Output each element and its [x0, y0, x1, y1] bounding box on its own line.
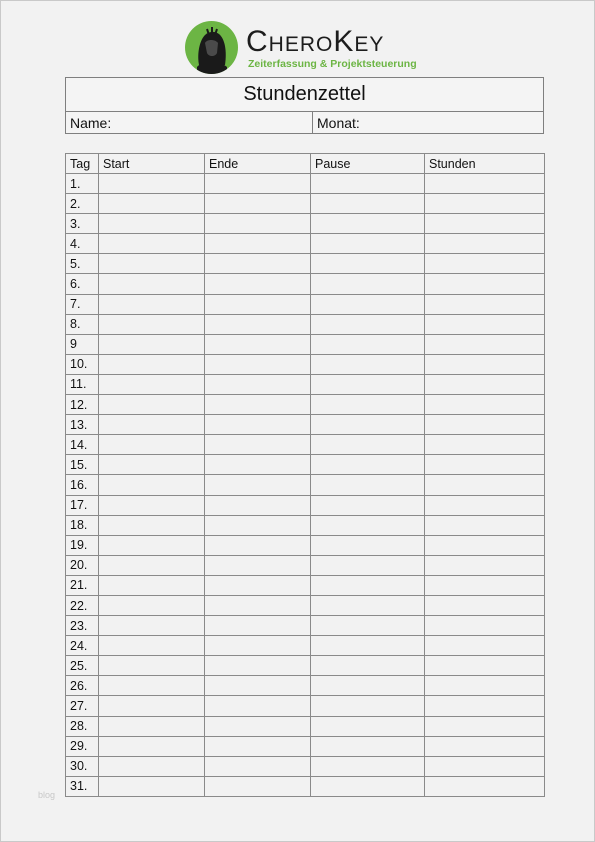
day-cell: 4. [66, 234, 99, 254]
timesheet-table [65, 153, 545, 797]
column-header-start: Start [99, 154, 205, 174]
day-cell: 7. [66, 294, 99, 314]
ende-cell[interactable] [205, 415, 311, 435]
day-cell: 10. [66, 354, 99, 374]
table-row [66, 174, 545, 194]
table-row [66, 194, 545, 214]
stunden-cell[interactable] [425, 234, 545, 254]
table-row [66, 515, 545, 535]
brand-logo [185, 20, 417, 75]
stunden-cell[interactable] [425, 294, 545, 314]
table-row [66, 435, 545, 455]
day-cell: 14. [66, 435, 99, 455]
table-row [66, 475, 545, 495]
ende-cell[interactable] [205, 475, 311, 495]
table-row [66, 234, 545, 254]
stunden-cell[interactable] [425, 334, 545, 354]
ende-cell[interactable] [205, 696, 311, 716]
start-cell[interactable] [99, 776, 205, 796]
pause-cell[interactable] [311, 254, 425, 274]
pause-cell[interactable] [311, 294, 425, 314]
table-row [66, 696, 545, 716]
pause-cell[interactable] [311, 555, 425, 575]
ende-cell[interactable] [205, 495, 311, 515]
pause-cell[interactable] [311, 174, 425, 194]
stunden-cell[interactable] [425, 595, 545, 615]
day-cell: 17. [66, 495, 99, 515]
stunden-cell[interactable] [425, 495, 545, 515]
day-cell: 12. [66, 395, 99, 415]
start-cell[interactable] [99, 214, 205, 234]
table-row [66, 314, 545, 334]
day-cell: 13. [66, 415, 99, 435]
start-cell[interactable] [99, 194, 205, 214]
stunden-cell[interactable] [425, 274, 545, 294]
stunden-cell[interactable] [425, 455, 545, 475]
start-cell[interactable] [99, 656, 205, 676]
day-cell: 20. [66, 555, 99, 575]
stunden-cell[interactable] [425, 314, 545, 334]
pause-cell[interactable] [311, 214, 425, 234]
day-cell: 21. [66, 575, 99, 595]
day-cell: 29. [66, 736, 99, 756]
stunden-cell[interactable] [425, 575, 545, 595]
table-row [66, 676, 545, 696]
pause-cell[interactable] [311, 374, 425, 394]
table-row [66, 254, 545, 274]
ende-cell[interactable] [205, 374, 311, 394]
pause-cell[interactable] [311, 435, 425, 455]
table-row [66, 535, 545, 555]
stunden-cell[interactable] [425, 636, 545, 656]
start-cell[interactable] [99, 575, 205, 595]
table-row [66, 374, 545, 394]
stunden-cell[interactable] [425, 676, 545, 696]
day-cell: 27. [66, 696, 99, 716]
header-table [65, 77, 544, 134]
brand-name: CheroKey [246, 24, 385, 58]
month-field[interactable]: Monat: [313, 112, 544, 134]
ende-cell[interactable] [205, 334, 311, 354]
stunden-cell[interactable] [425, 776, 545, 796]
start-cell[interactable] [99, 736, 205, 756]
start-cell[interactable] [99, 555, 205, 575]
pause-cell[interactable] [311, 455, 425, 475]
start-cell[interactable] [99, 174, 205, 194]
stunden-cell[interactable] [425, 475, 545, 495]
ende-cell[interactable] [205, 676, 311, 696]
table-row [66, 575, 545, 595]
start-cell[interactable] [99, 636, 205, 656]
day-cell: 30. [66, 756, 99, 776]
start-cell[interactable] [99, 395, 205, 415]
pause-cell[interactable] [311, 595, 425, 615]
day-cell: 9 [66, 334, 99, 354]
day-cell: 31. [66, 776, 99, 796]
start-cell[interactable] [99, 616, 205, 636]
ende-cell[interactable] [205, 455, 311, 475]
ende-cell[interactable] [205, 736, 311, 756]
pause-cell[interactable] [311, 756, 425, 776]
start-cell[interactable] [99, 354, 205, 374]
pause-cell[interactable] [311, 716, 425, 736]
table-row [66, 495, 545, 515]
stunden-cell[interactable] [425, 736, 545, 756]
day-cell: 6. [66, 274, 99, 294]
start-cell[interactable] [99, 495, 205, 515]
ende-cell[interactable] [205, 314, 311, 334]
table-row [66, 616, 545, 636]
table-row [66, 395, 545, 415]
table-row [66, 214, 545, 234]
table-row [66, 736, 545, 756]
day-cell: 26. [66, 676, 99, 696]
table-row [66, 455, 545, 475]
stunden-cell[interactable] [425, 194, 545, 214]
chieftain-head-icon [185, 21, 238, 74]
pause-cell[interactable] [311, 495, 425, 515]
start-cell[interactable] [99, 696, 205, 716]
ende-cell[interactable] [205, 294, 311, 314]
table-header-row [66, 154, 545, 174]
pause-cell[interactable] [311, 535, 425, 555]
ende-cell[interactable] [205, 435, 311, 455]
table-row [66, 415, 545, 435]
pause-cell[interactable] [311, 636, 425, 656]
table-row [66, 334, 545, 354]
column-header-tag: Tag [66, 154, 99, 174]
day-cell: 18. [66, 515, 99, 535]
ende-cell[interactable] [205, 395, 311, 415]
day-cell: 8. [66, 314, 99, 334]
ende-cell[interactable] [205, 595, 311, 615]
pause-cell[interactable] [311, 395, 425, 415]
table-row [66, 354, 545, 374]
day-cell: 15. [66, 455, 99, 475]
day-cell: 22. [66, 595, 99, 615]
day-cell: 24. [66, 636, 99, 656]
table-row [66, 274, 545, 294]
pause-cell[interactable] [311, 736, 425, 756]
start-cell[interactable] [99, 294, 205, 314]
day-cell: 16. [66, 475, 99, 495]
stunden-cell[interactable] [425, 354, 545, 374]
stunden-cell[interactable] [425, 174, 545, 194]
pause-cell[interactable] [311, 515, 425, 535]
start-cell[interactable] [99, 254, 205, 274]
day-cell: 23. [66, 616, 99, 636]
stunden-cell[interactable] [425, 374, 545, 394]
ende-cell[interactable] [205, 515, 311, 535]
stunden-cell[interactable] [425, 555, 545, 575]
ende-cell[interactable] [205, 354, 311, 374]
stunden-cell[interactable] [425, 535, 545, 555]
table-row [66, 776, 545, 796]
start-cell[interactable] [99, 314, 205, 334]
pause-cell[interactable] [311, 194, 425, 214]
ende-cell[interactable] [205, 535, 311, 555]
pause-cell[interactable] [311, 475, 425, 495]
column-header-ende: Ende [205, 154, 311, 174]
start-cell[interactable] [99, 455, 205, 475]
start-cell[interactable] [99, 435, 205, 455]
start-cell[interactable] [99, 595, 205, 615]
stunden-cell[interactable] [425, 696, 545, 716]
table-row [66, 595, 545, 615]
start-cell[interactable] [99, 716, 205, 736]
pause-cell[interactable] [311, 696, 425, 716]
stunden-cell[interactable] [425, 415, 545, 435]
table-row [66, 555, 545, 575]
stunden-cell[interactable] [425, 254, 545, 274]
day-cell: 2. [66, 194, 99, 214]
ende-cell[interactable] [205, 234, 311, 254]
ende-cell[interactable] [205, 575, 311, 595]
column-header-stunden: Stunden [425, 154, 545, 174]
table-row [66, 656, 545, 676]
name-field[interactable]: Name: [66, 112, 313, 134]
pause-cell[interactable] [311, 616, 425, 636]
ende-cell[interactable] [205, 194, 311, 214]
pause-cell[interactable] [311, 334, 425, 354]
ende-cell[interactable] [205, 254, 311, 274]
pause-cell[interactable] [311, 575, 425, 595]
start-cell[interactable] [99, 515, 205, 535]
pause-cell[interactable] [311, 354, 425, 374]
day-cell: 3. [66, 214, 99, 234]
ende-cell[interactable] [205, 555, 311, 575]
sheet-title: Stundenzettel [66, 78, 544, 112]
stunden-cell[interactable] [425, 716, 545, 736]
start-cell[interactable] [99, 415, 205, 435]
pause-cell[interactable] [311, 274, 425, 294]
column-header-pause: Pause [311, 154, 425, 174]
ende-cell[interactable] [205, 776, 311, 796]
start-cell[interactable] [99, 535, 205, 555]
ende-cell[interactable] [205, 214, 311, 234]
table-row [66, 756, 545, 776]
table-row [66, 716, 545, 736]
stunden-cell[interactable] [425, 395, 545, 415]
ende-cell[interactable] [205, 656, 311, 676]
day-cell: 19. [66, 535, 99, 555]
stunden-cell[interactable] [425, 515, 545, 535]
start-cell[interactable] [99, 334, 205, 354]
day-cell: 25. [66, 656, 99, 676]
start-cell[interactable] [99, 756, 205, 776]
pause-cell[interactable] [311, 234, 425, 254]
stunden-cell[interactable] [425, 656, 545, 676]
stunden-cell[interactable] [425, 616, 545, 636]
day-cell: 1. [66, 174, 99, 194]
ende-cell[interactable] [205, 616, 311, 636]
pause-cell[interactable] [311, 656, 425, 676]
stunden-cell[interactable] [425, 214, 545, 234]
stunden-cell[interactable] [425, 435, 545, 455]
watermark: blog [38, 790, 56, 800]
day-cell: 28. [66, 716, 99, 736]
ende-cell[interactable] [205, 716, 311, 736]
ende-cell[interactable] [205, 756, 311, 776]
start-cell[interactable] [99, 676, 205, 696]
ende-cell[interactable] [205, 274, 311, 294]
start-cell[interactable] [99, 234, 205, 254]
table-row [66, 636, 545, 656]
start-cell[interactable] [99, 274, 205, 294]
ende-cell[interactable] [205, 636, 311, 656]
pause-cell[interactable] [311, 314, 425, 334]
start-cell[interactable] [99, 475, 205, 495]
ende-cell[interactable] [205, 174, 311, 194]
pause-cell[interactable] [311, 415, 425, 435]
day-cell: 11. [66, 374, 99, 394]
start-cell[interactable] [99, 374, 205, 394]
brand-tagline: Zeiterfassung & Projektsteuerung [248, 57, 417, 70]
stunden-cell[interactable] [425, 756, 545, 776]
table-row [66, 294, 545, 314]
day-cell: 5. [66, 254, 99, 274]
pause-cell[interactable] [311, 676, 425, 696]
pause-cell[interactable] [311, 776, 425, 796]
